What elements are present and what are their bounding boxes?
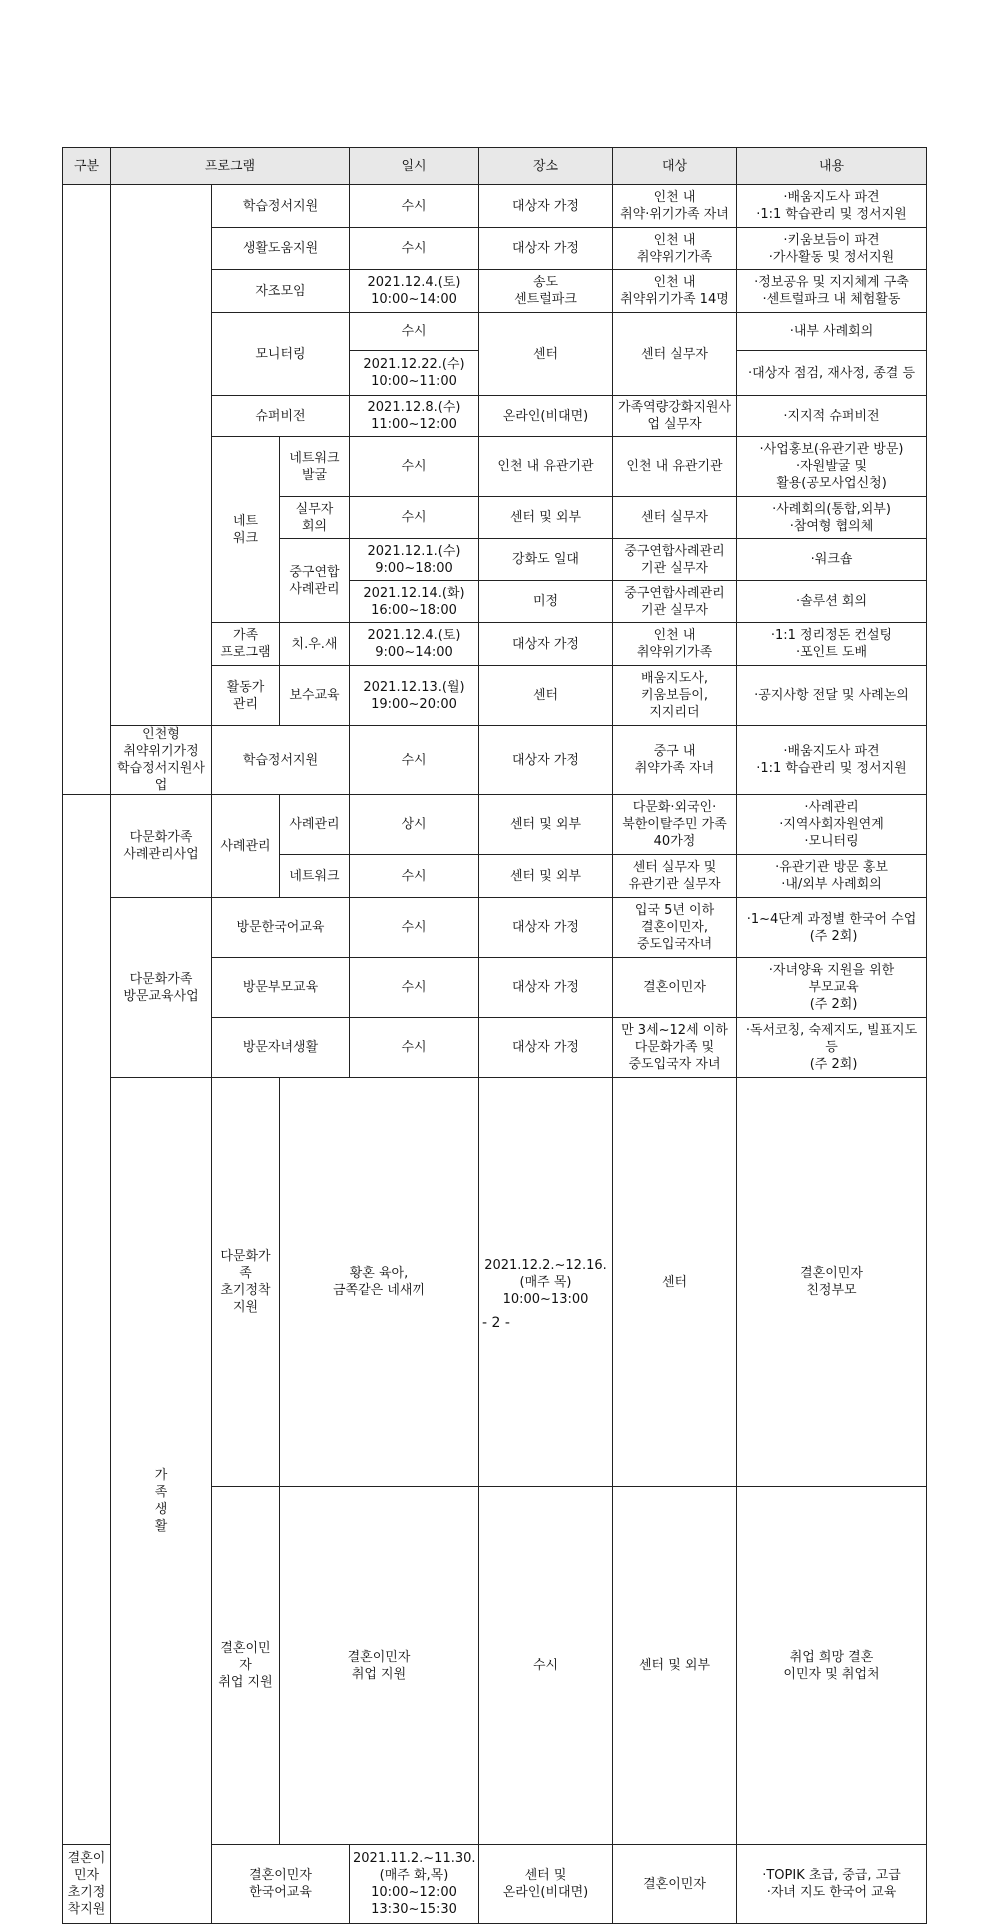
program-name: 생활도움지원 (212, 228, 350, 270)
date-cell: 수시 (350, 497, 479, 539)
content-cell: ·배움지도사 파견 ·1:1 학습관리 및 정서지원 (737, 185, 927, 228)
place-cell: 송도 센트럴파크 (479, 270, 613, 313)
place-cell: 대상자 가정 (479, 726, 613, 795)
program-name: 결혼이민자 취업 지원 (280, 1487, 479, 1845)
program-group: 결혼이민자 초기정착지원 (63, 1845, 111, 1924)
target-cell: 인천 내 취약위기가족 (613, 228, 737, 270)
target-cell: 중구연합사례관리 기관 실무자 (613, 581, 737, 623)
mc-visit-label: 다문화가족 방문교육사업 (111, 898, 212, 1078)
header-datetime: 일시 (350, 148, 479, 185)
content-cell: ·정보공유 및 지지체계 구축 ·센트럴파크 내 체험활동 (737, 270, 927, 313)
program-name: 슈퍼비전 (212, 396, 350, 437)
date-cell: 상시 (350, 795, 479, 855)
family-life-gubun: 가 족 생 활 (111, 1078, 212, 1924)
place-cell: 센터 (479, 313, 613, 396)
content-cell: ·TOPIK 초급, 중급, 고급 ·자녀 지도 한국어 교육 (737, 1845, 927, 1924)
target-cell: 센터 실무자 (613, 497, 737, 539)
date-cell: 2021.12.4.(토) 9:00~14:00 (350, 623, 479, 666)
content-cell: ·내부 사례회의 (737, 313, 927, 351)
content-cell: ·사례관리 ·지역사회자원연계 ·모니터링 (737, 795, 927, 855)
content-cell: ·대상자 점검, 재사정, 종결 등 (737, 351, 927, 396)
program-group: 다문화가족 초기정착지원 (212, 1078, 280, 1487)
header-place: 장소 (479, 148, 613, 185)
target-cell: 입국 5년 이하 결혼이민자, 중도입국자녀 (613, 898, 737, 958)
header-content: 내용 (737, 148, 927, 185)
date-cell: 수시 (350, 1018, 479, 1078)
content-cell: ·지지적 슈퍼비전 (737, 396, 927, 437)
date-cell: 2021.12.13.(월) 19:00~20:00 (350, 666, 479, 726)
date-cell: 2021.12.2.~12.16. (매주 목) 10:00~13:00 (479, 1078, 613, 1487)
program-name: 모니터링 (212, 313, 350, 396)
program-group: 결혼이민자 취업 지원 (212, 1487, 280, 1845)
date-cell: 2021.11.2.~11.30. (매주 화,목) 10:00~12:00 13:30~15:30 (350, 1845, 479, 1924)
place-cell: 미정 (479, 581, 613, 623)
date-cell: 수시 (479, 1487, 613, 1845)
program-name: 학습정서지원 (212, 726, 350, 795)
header-gubun: 구분 (63, 148, 111, 185)
place-cell: 대상자 가정 (479, 1018, 613, 1078)
place-cell: 대상자 가정 (479, 958, 613, 1018)
place-cell: 대상자 가정 (479, 623, 613, 666)
place-cell: 대상자 가정 (479, 898, 613, 958)
place-cell: 온라인(비대면) (479, 396, 613, 437)
activity-label: 활동가 관리 (212, 666, 280, 726)
target-cell: 센터 실무자 (613, 313, 737, 396)
target-cell: 결혼이민자 (613, 1845, 737, 1924)
target-cell: 취업 희망 결혼 이민자 및 취업처 (737, 1487, 927, 1845)
program-name: 자조모임 (212, 270, 350, 313)
content-cell: ·1~4단계 과정별 한국어 수업 (주 2회) (737, 898, 927, 958)
sub-program: 보수교육 (280, 666, 350, 726)
place-cell: 센터 및 외부 (479, 855, 613, 898)
target-cell: 만 3세~12세 이하 다문화가족 및 중도입국자 자녀 (613, 1018, 737, 1078)
sub-program: 사례관리 (280, 795, 350, 855)
page-number: - 2 - (482, 1315, 510, 1331)
incheon-label: 인천형 취약위기가정 학습정서지원사업 (111, 726, 212, 795)
family-program-label: 가족 프로그램 (212, 623, 280, 666)
date-cell: 수시 (350, 726, 479, 795)
target-cell: 결혼이민자 친정부모 (737, 1078, 927, 1487)
content-cell: ·사업홍보(유관기관 방문) ·자원발굴 및 활용(공모사업신청) (737, 437, 927, 497)
target-cell: 중구연합사례관리 기관 실무자 (613, 539, 737, 581)
place-cell: 센터 및 온라인(비대면) (479, 1845, 613, 1924)
program-name: 방문부모교육 (212, 958, 350, 1018)
place-cell: 센터 (613, 1078, 737, 1487)
header-program: 프로그램 (111, 148, 350, 185)
date-cell: 2021.12.22.(수) 10:00~11:00 (350, 351, 479, 396)
date-cell: 2021.12.1.(수) 9:00~18:00 (350, 539, 479, 581)
date-cell: 수시 (350, 958, 479, 1018)
content-cell: ·워크숍 (737, 539, 927, 581)
program-name: 학습정서지원 (212, 185, 350, 228)
content-cell: ·독서코칭, 숙제지도, 빌표지도 등 (주 2회) (737, 1018, 927, 1078)
header-target: 대상 (613, 148, 737, 185)
content-cell: ·자녀양육 지원을 위한 부모교육 (주 2회) (737, 958, 927, 1018)
mc-case-sub: 사례관리 (212, 795, 280, 898)
program-name: 방문자녀생활 (212, 1018, 350, 1078)
target-cell: 인천 내 취약·위기가족 자녀 (613, 185, 737, 228)
target-cell: 중구 내 취약가족 자녀 (613, 726, 737, 795)
target-cell: 인천 내 취약위기가족 14명 (613, 270, 737, 313)
target-cell: 배움지도사, 키움보듬이, 지지리더 (613, 666, 737, 726)
date-cell: 2021.12.4.(토) 10:00~14:00 (350, 270, 479, 313)
target-cell: 결혼이민자 (613, 958, 737, 1018)
place-cell: 대상자 가정 (479, 185, 613, 228)
network-label: 네트 워크 (212, 437, 280, 623)
program-name: 결혼이민자 한국어교육 (212, 1845, 350, 1924)
sub-program: 네트워크 발굴 (280, 437, 350, 497)
sub-program: 실무자 회의 (280, 497, 350, 539)
content-cell: ·배움지도사 파견 ·1:1 학습관리 및 정서지원 (737, 726, 927, 795)
content-cell: ·사례회의(통합,외부) ·참여형 협의체 (737, 497, 927, 539)
date-cell: 수시 (350, 185, 479, 228)
place-cell: 센터 및 외부 (479, 497, 613, 539)
sub-program: 중구연합 사례관리 (280, 539, 350, 623)
target-cell: 인천 내 취약위기가족 (613, 623, 737, 666)
content-cell: ·유관기관 방문 홍보 ·내/외부 사례회의 (737, 855, 927, 898)
place-cell: 센터 (479, 666, 613, 726)
date-cell: 수시 (350, 228, 479, 270)
content-cell: ·1:1 정리정돈 컨설팅 ·포인트 도배 (737, 623, 927, 666)
place-cell: 센터 및 외부 (613, 1487, 737, 1845)
program-table (62, 147, 927, 1924)
target-cell: 가족역량강화지원사 업 실무자 (613, 396, 737, 437)
date-cell: 수시 (350, 898, 479, 958)
date-cell: 2021.12.14.(화) 16:00~18:00 (350, 581, 479, 623)
date-cell: 수시 (350, 855, 479, 898)
sub-program: 치.우.새 (280, 623, 350, 666)
place-cell: 인천 내 유관기관 (479, 437, 613, 497)
program-group-empty (111, 185, 212, 726)
target-cell: 인천 내 유관기관 (613, 437, 737, 497)
mc-case-label: 다문화가족 사례관리사업 (111, 795, 212, 898)
program-name: 황혼 육아, 금쪽같은 네새끼 (280, 1078, 479, 1487)
content-cell: ·공지사항 전달 및 사례논의 (737, 666, 927, 726)
sub-program: 네트워크 (280, 855, 350, 898)
program-name: 방문한국어교육 (212, 898, 350, 958)
content-cell: ·솔루션 회의 (737, 581, 927, 623)
target-cell: 다문화·외국인· 북한이탈주민 가족 40가정 (613, 795, 737, 855)
target-cell: 센터 실무자 및 유관기관 실무자 (613, 855, 737, 898)
date-cell: 2021.12.8.(수) 11:00~12:00 (350, 396, 479, 437)
place-cell: 강화도 일대 (479, 539, 613, 581)
gubun-empty (63, 185, 111, 795)
date-cell: 수시 (350, 437, 479, 497)
place-cell: 대상자 가정 (479, 228, 613, 270)
content-cell: ·키움보듬이 파견 ·가사활동 및 정서지원 (737, 228, 927, 270)
place-cell: 센터 및 외부 (479, 795, 613, 855)
date-cell: 수시 (350, 313, 479, 351)
